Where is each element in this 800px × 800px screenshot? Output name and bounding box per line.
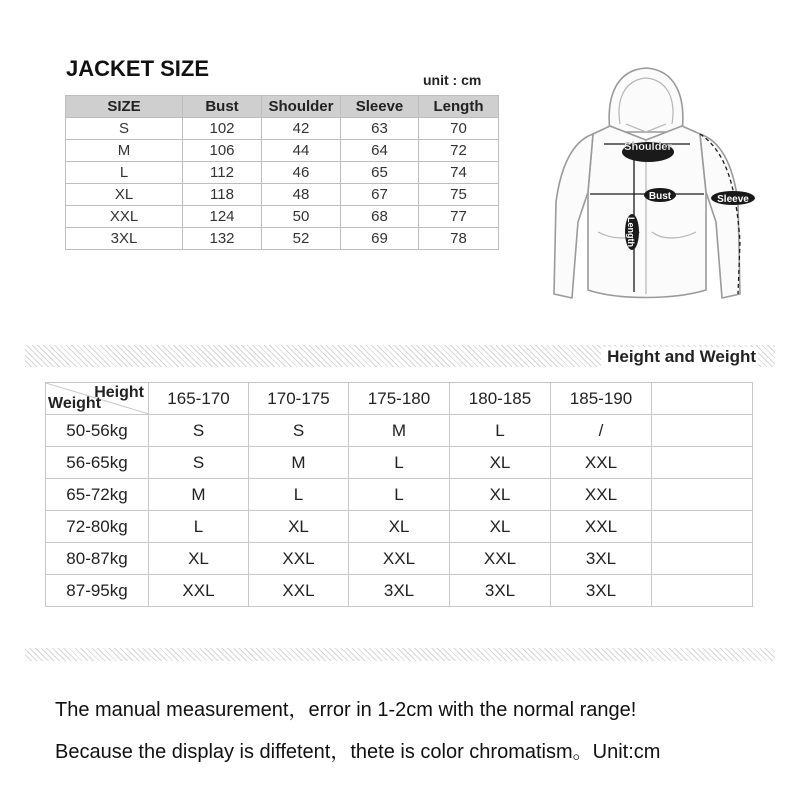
size-chart-title: JACKET SIZE <box>66 56 210 81</box>
size-cell: 64 <box>341 140 419 162</box>
size-recommendation: XXL <box>551 447 652 479</box>
size-recommendation: / <box>551 415 652 447</box>
size-recommendation: 3XL <box>551 575 652 607</box>
weight-row <box>46 575 753 607</box>
height-weight-table <box>45 382 753 607</box>
size-row <box>66 162 499 184</box>
size-recommendation: XL <box>249 511 349 543</box>
weight-label: 56-65kg <box>46 447 149 479</box>
jacket-left-sleeve-shape <box>554 134 593 298</box>
size-recommendation: XL <box>450 479 551 511</box>
size-row <box>66 206 499 228</box>
size-recommendation: L <box>149 511 249 543</box>
size-recommendation: XXL <box>149 575 249 607</box>
size-recommendation: L <box>450 415 551 447</box>
size-cell: S <box>66 118 183 140</box>
size-recommendation: M <box>249 447 349 479</box>
note-measurement: The manual measurement，error in 1-2cm with the normal range! <box>55 699 637 721</box>
size-row <box>66 228 499 250</box>
size-cell: 68 <box>341 206 419 228</box>
height-header: 180-185 <box>450 383 551 415</box>
size-recommendation: XL <box>349 511 450 543</box>
height-header <box>652 383 753 415</box>
shoulder-label: Shoulder <box>624 141 672 153</box>
size-cell: 132 <box>183 228 262 250</box>
size-header-length: Length <box>419 96 499 118</box>
length-label: Length <box>626 217 636 247</box>
sleeve-label: Sleeve <box>717 194 749 205</box>
corner-height-label: Height <box>94 384 144 401</box>
size-recommendation: S <box>149 447 249 479</box>
size-recommendation: 3XL <box>551 543 652 575</box>
size-header-bust: Bust <box>183 96 262 118</box>
size-recommendation: XXL <box>551 511 652 543</box>
size-cell: 48 <box>262 184 341 206</box>
size-recommendation: M <box>149 479 249 511</box>
height-header: 175-180 <box>349 383 450 415</box>
size-recommendation: L <box>349 479 450 511</box>
size-cell: 75 <box>419 184 499 206</box>
height-header-row <box>46 383 753 415</box>
size-recommendation: XXL <box>249 575 349 607</box>
size-cell: 63 <box>341 118 419 140</box>
size-cell: 44 <box>262 140 341 162</box>
height-header: 170-175 <box>249 383 349 415</box>
size-header-sleeve: Sleeve <box>341 96 419 118</box>
size-recommendation: XL <box>450 511 551 543</box>
weight-row <box>46 543 753 575</box>
corner-cell <box>46 383 149 415</box>
size-chart-unit: unit : cm <box>423 72 482 88</box>
jacket-diagram <box>548 62 763 307</box>
weight-row <box>46 447 753 479</box>
weight-row <box>46 479 753 511</box>
size-cell: 65 <box>341 162 419 184</box>
weight-label: 87-95kg <box>46 575 149 607</box>
weight-label: 80-87kg <box>46 543 149 575</box>
size-cell: 46 <box>262 162 341 184</box>
size-recommendation: 3XL <box>349 575 450 607</box>
weight-label: 65-72kg <box>46 479 149 511</box>
bust-label: Bust <box>648 191 672 202</box>
size-recommendation: XL <box>149 543 249 575</box>
height-header: 185-190 <box>551 383 652 415</box>
size-cell: 67 <box>341 184 419 206</box>
size-chart-table <box>65 95 499 250</box>
size-recommendation: L <box>349 447 450 479</box>
size-chart-header-row <box>66 96 499 118</box>
corner-weight-label: Weight <box>48 395 102 412</box>
size-recommendation <box>652 479 753 511</box>
size-cell: 42 <box>262 118 341 140</box>
size-recommendation <box>652 511 753 543</box>
size-cell: 3XL <box>66 228 183 250</box>
size-cell: M <box>66 140 183 162</box>
size-row <box>66 184 499 206</box>
size-header-size: SIZE <box>66 96 183 118</box>
size-cell: 106 <box>183 140 262 162</box>
size-recommendation: S <box>249 415 349 447</box>
size-recommendation: XXL <box>450 543 551 575</box>
size-cell: XXL <box>66 206 183 228</box>
size-cell: 69 <box>341 228 419 250</box>
height-header: 165-170 <box>149 383 249 415</box>
size-cell: L <box>66 162 183 184</box>
weight-row <box>46 511 753 543</box>
size-cell: XL <box>66 184 183 206</box>
size-recommendation: S <box>149 415 249 447</box>
weight-row <box>46 415 753 447</box>
size-recommendation <box>652 543 753 575</box>
size-recommendation: XXL <box>551 479 652 511</box>
size-cell: 72 <box>419 140 499 162</box>
size-cell: 102 <box>183 118 262 140</box>
hatched-divider-bottom <box>25 648 775 661</box>
size-cell: 74 <box>419 162 499 184</box>
size-recommendation <box>652 415 753 447</box>
size-recommendation <box>652 575 753 607</box>
size-recommendation: XXL <box>249 543 349 575</box>
size-cell: 50 <box>262 206 341 228</box>
size-recommendation: XL <box>450 447 551 479</box>
size-cell: 124 <box>183 206 262 228</box>
size-recommendation: 3XL <box>450 575 551 607</box>
size-cell: 78 <box>419 228 499 250</box>
size-row <box>66 118 499 140</box>
size-cell: 118 <box>183 184 262 206</box>
size-recommendation: XXL <box>349 543 450 575</box>
note-color: Because the display is diffetent，thete is color chromatism。Unit:cm <box>55 741 661 763</box>
size-cell: 77 <box>419 206 499 228</box>
weight-label: 72-80kg <box>46 511 149 543</box>
size-recommendation <box>652 447 753 479</box>
size-cell: 52 <box>262 228 341 250</box>
size-recommendation: L <box>249 479 349 511</box>
weight-label: 50-56kg <box>46 415 149 447</box>
size-cell: 70 <box>419 118 499 140</box>
size-recommendation: M <box>349 415 450 447</box>
height-weight-title: Height and Weight <box>601 347 758 367</box>
size-row <box>66 140 499 162</box>
size-header-shoulder: Shoulder <box>262 96 341 118</box>
size-cell: 112 <box>183 162 262 184</box>
